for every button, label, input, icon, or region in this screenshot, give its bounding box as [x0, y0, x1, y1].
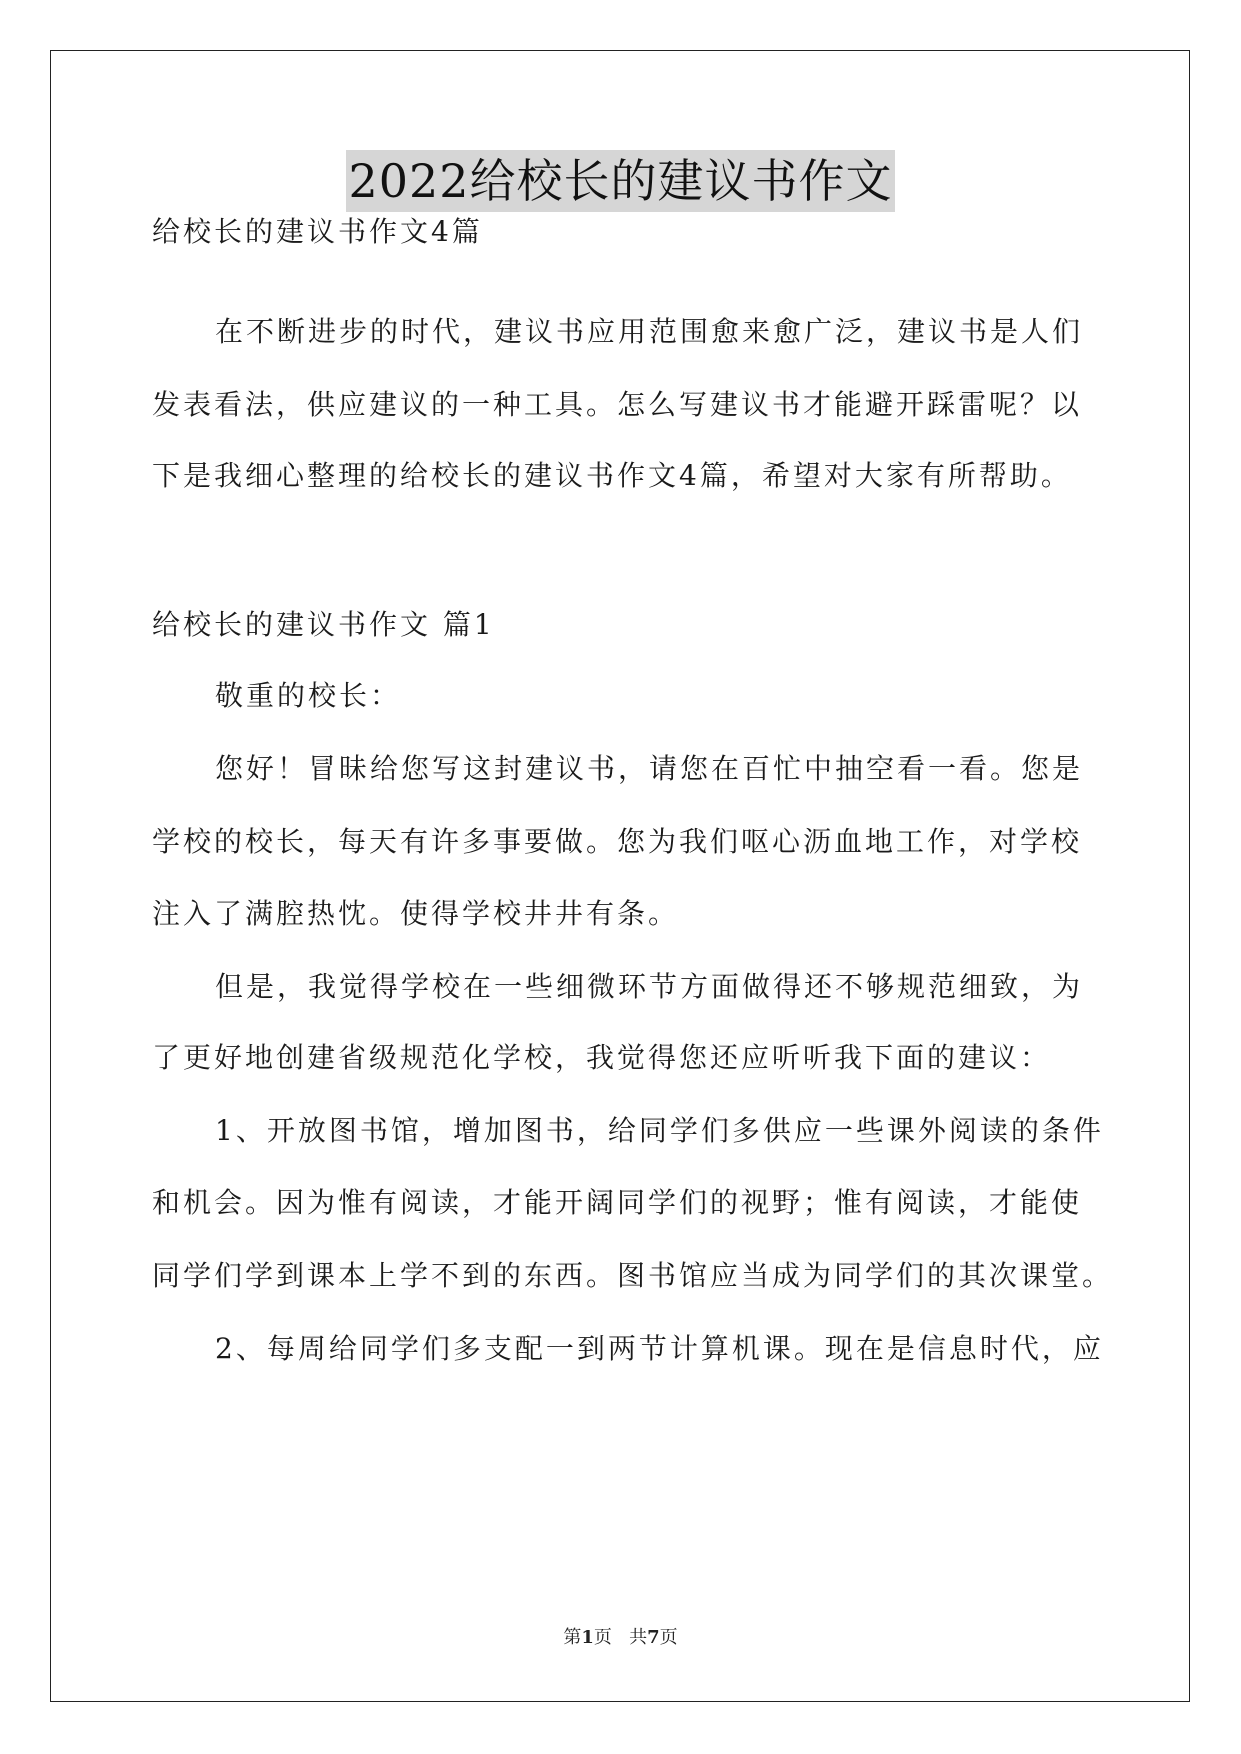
body-line-7: 和机会。因为惟有阅读，才能开阔同学们的视野；惟有阅读，才能使: [152, 1186, 1083, 1219]
body-line-6: 1、开放图书馆，增加图书，给同学们多供应一些课外阅读的条件: [215, 1114, 1104, 1147]
body-line-4: 但是，我觉得学校在一些细微环节方面做得还不够规范细致，为: [215, 970, 1084, 1003]
footer-page-number: 1: [581, 1627, 594, 1648]
intro-line-3: 下是我细心整理的给校长的建议书作文4篇，希望对大家有所帮助。: [152, 459, 1072, 492]
footer-mid: 页 共: [593, 1627, 648, 1648]
intro-line-1: 在不断进步的时代，建议书应用范围愈来愈广泛，建议书是人们: [215, 315, 1084, 348]
body-line-9: 2、每周给同学们多支配一到两节计算机课。现在是信息时代，应: [215, 1332, 1104, 1365]
footer-page-total: 7: [647, 1627, 660, 1648]
page-border: [50, 50, 1190, 1702]
body-line-8: 同学们学到课本上学不到的东西。图书馆应当成为同学们的其次课堂。: [152, 1259, 1114, 1292]
intro-line-2: 发表看法，供应建议的一种工具。怎么写建议书才能避开踩雷呢？以: [152, 388, 1083, 421]
body-line-1: 您好！冒昧给您写这封建议书，请您在百忙中抽空看一看。您是: [215, 752, 1084, 785]
salutation: 敬重的校长：: [215, 679, 402, 712]
page-footer: [0, 1626, 1241, 1650]
title-container: [0, 150, 1241, 212]
subtitle-line: 给校长的建议书作文4篇: [152, 215, 483, 248]
body-line-5: 了更好地创建省级规范化学校，我觉得您还应听听我下面的建议：: [152, 1041, 1052, 1074]
footer-suffix: 页: [659, 1627, 678, 1648]
footer-prefix: 第: [563, 1627, 582, 1648]
body-line-3: 注入了满腔热忱。使得学校井井有条。: [152, 897, 680, 930]
section-heading-1: 给校长的建议书作文 篇1: [152, 608, 495, 641]
body-line-2: 学校的校长，每天有许多事要做。您为我们呕心沥血地工作，对学校: [152, 825, 1083, 858]
document-title: 2022给校长的建议书作文: [346, 150, 894, 212]
